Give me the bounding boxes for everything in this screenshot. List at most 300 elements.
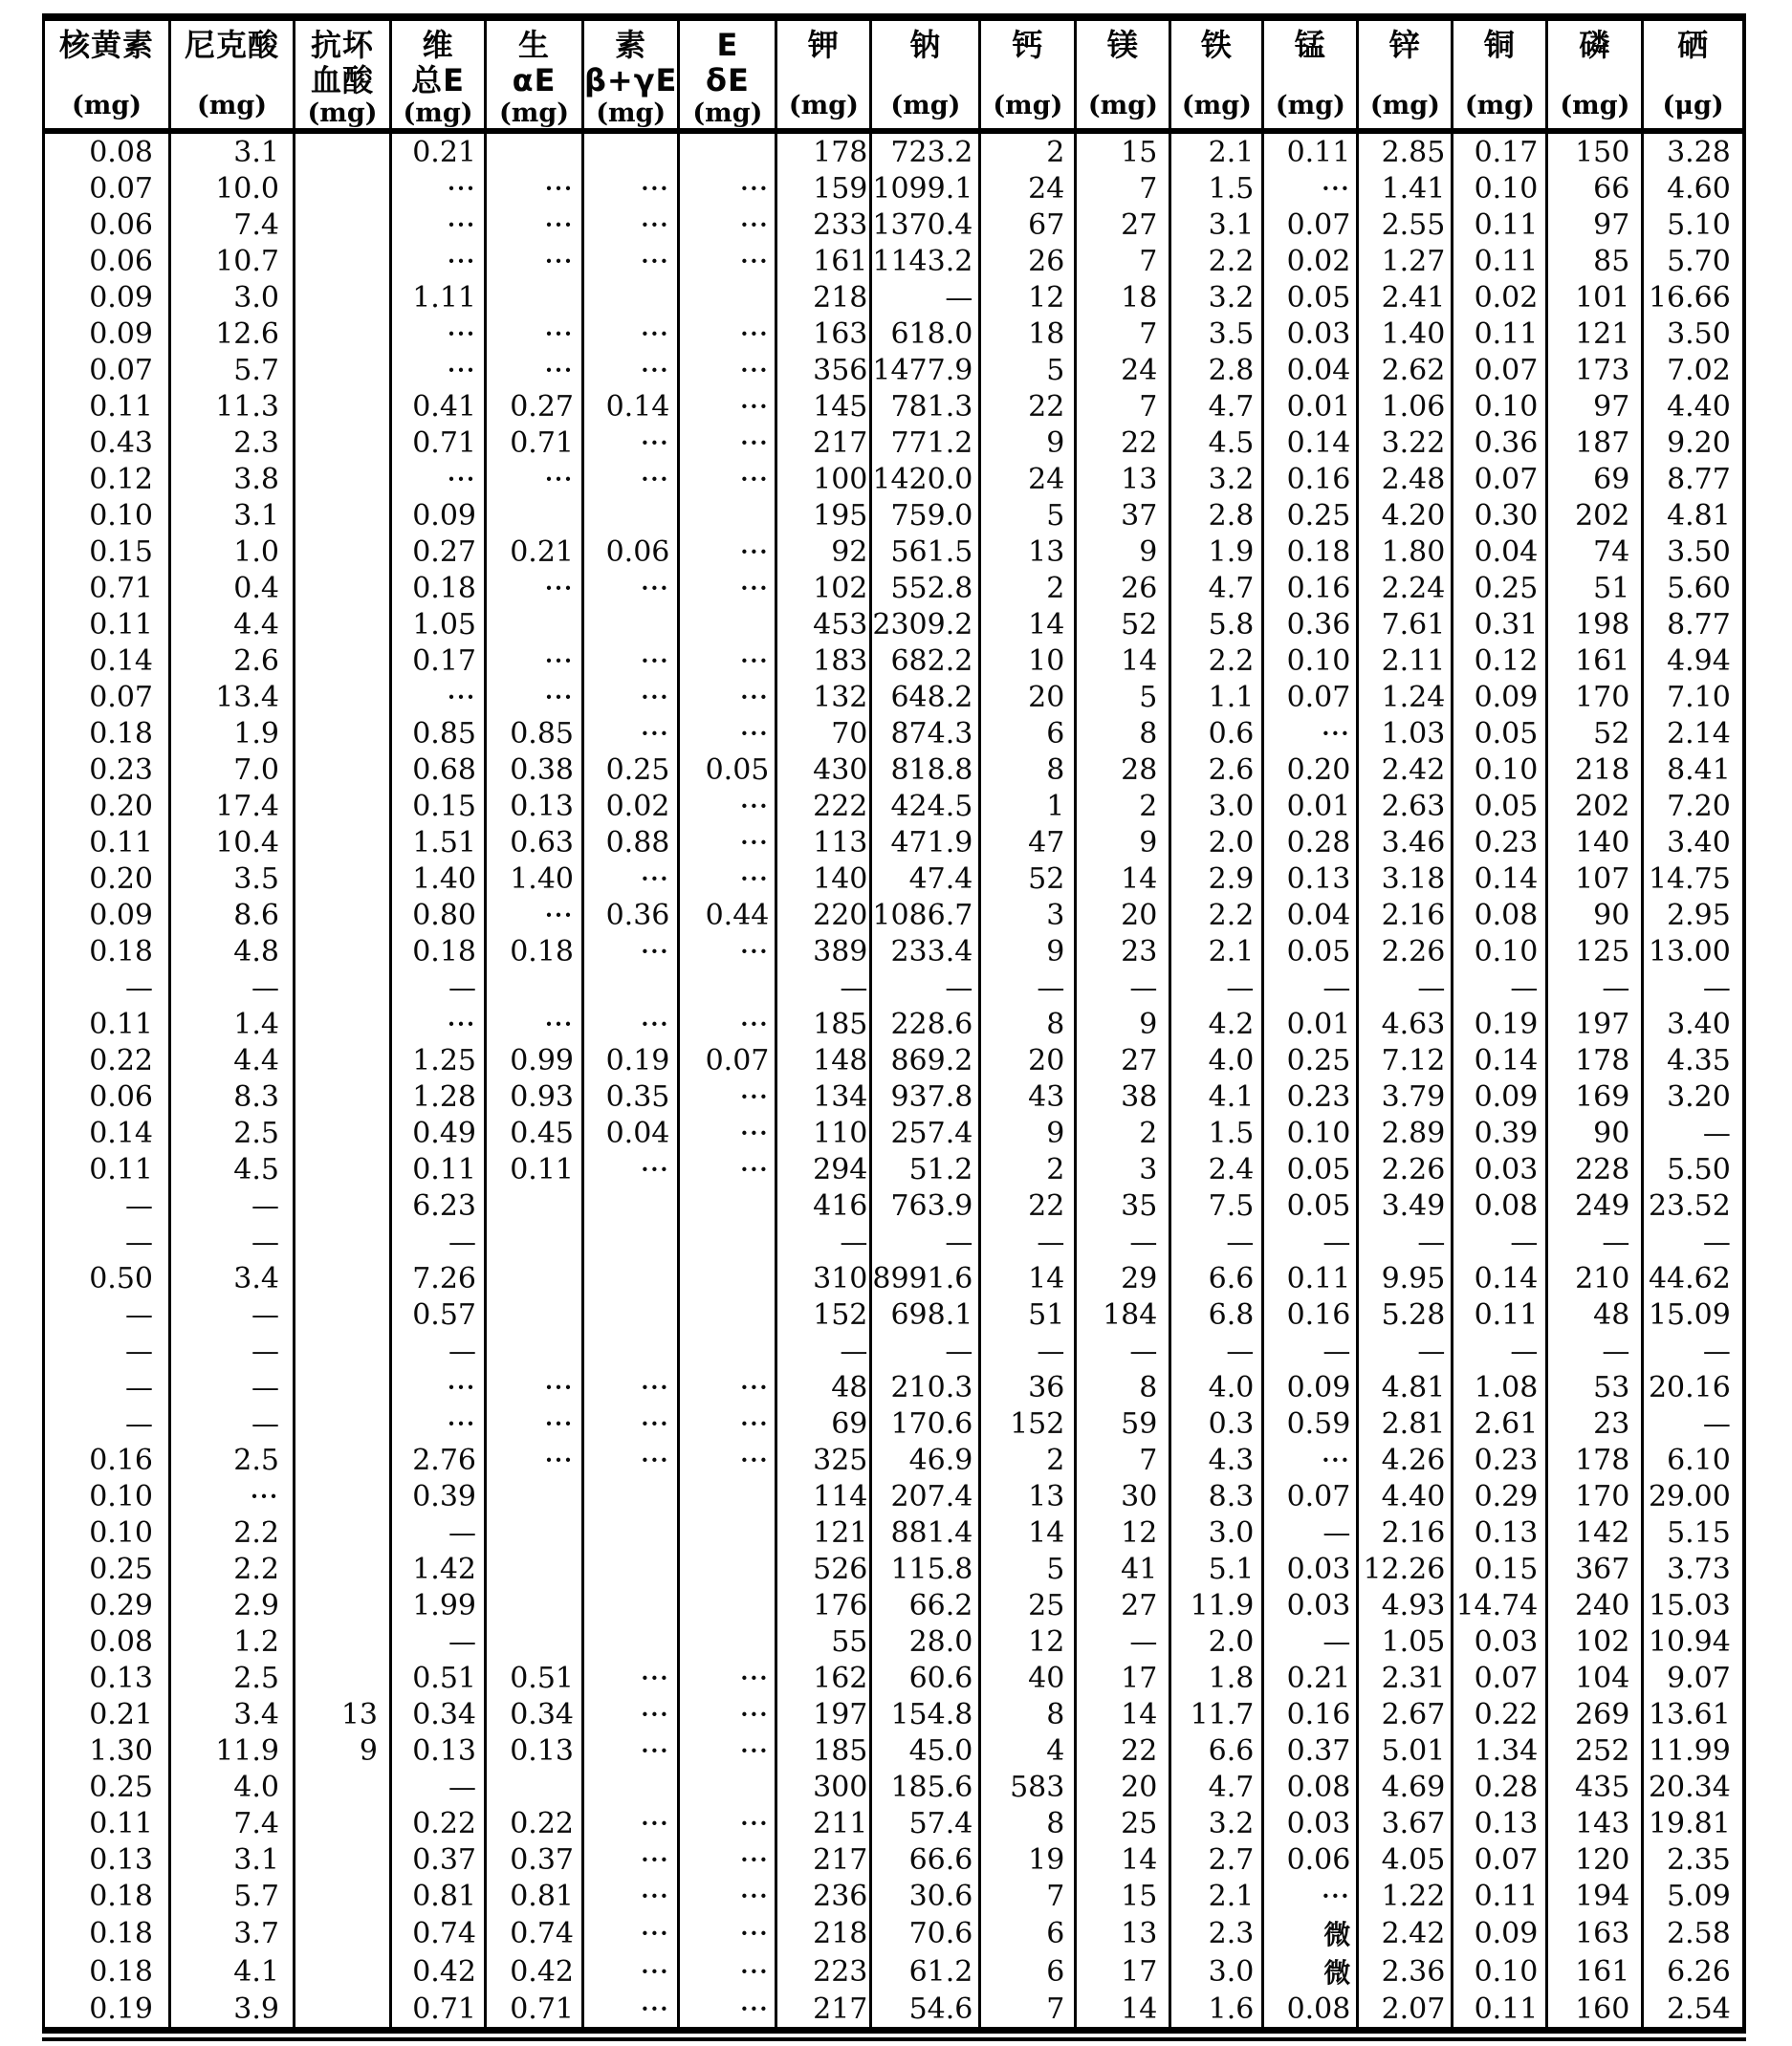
table-row: [44, 1224, 1744, 1260]
cell-potassium: 100: [776, 461, 871, 497]
cell-vitamin-e-alpha: 0.11: [486, 1151, 583, 1187]
cell-vitamin-e-total: 7.26: [391, 1260, 486, 1296]
cell-magnesium: 13: [1076, 1914, 1170, 1952]
cell-potassium: 222: [776, 788, 871, 824]
cell-zinc: 4.40: [1358, 1478, 1453, 1514]
cell-potassium: —: [776, 1224, 871, 1260]
cell-niacin: 1.4: [170, 1006, 295, 1042]
cell-niacin: 12.6: [170, 316, 295, 352]
cell-vitamin-e-total: 0.27: [391, 533, 486, 570]
cell-calcium: 6: [980, 1914, 1076, 1952]
table-header: [44, 17, 1744, 131]
cell-sodium: 61.2: [871, 1952, 980, 1991]
nutrition-table: [42, 13, 1746, 2034]
col-unit-sodium: (mg): [890, 91, 961, 120]
cell-iron: 1.5: [1170, 170, 1263, 207]
cell-riboflavin: 0.13: [44, 1660, 170, 1696]
cell-manganese: 微: [1263, 1952, 1358, 1991]
cell-selenium: 2.95: [1643, 897, 1744, 933]
table-row: [44, 1514, 1744, 1551]
cell-vitamin-e-beta-gamma: 0.02: [583, 788, 679, 824]
cell-potassium: 416: [776, 1187, 871, 1224]
cell-potassium: 223: [776, 1952, 871, 1991]
cell-magnesium: 184: [1076, 1296, 1170, 1333]
cell-vitamin-e-total: 0.71: [391, 1991, 486, 2031]
cell-sodium: 46.9: [871, 1442, 980, 1478]
cell-ascorbic-acid: [295, 642, 391, 679]
col-label-zinc: 锌: [1388, 27, 1421, 63]
cell-sodium: 1477.9: [871, 352, 980, 388]
cell-magnesium: 24: [1076, 352, 1170, 388]
cell-calcium: 52: [980, 860, 1076, 897]
cell-vitamin-e-delta: ···: [679, 860, 776, 897]
cell-copper: 0.19: [1453, 1006, 1547, 1042]
cell-riboflavin: 0.09: [44, 279, 170, 316]
cell-copper: 0.09: [1453, 679, 1547, 715]
cell-vitamin-e-alpha: 0.13: [486, 788, 583, 824]
cell-sodium: 115.8: [871, 1551, 980, 1587]
cell-vitamin-e-total: 0.17: [391, 642, 486, 679]
cell-iron: 2.2: [1170, 642, 1263, 679]
col-header-zinc: [1358, 17, 1453, 131]
cell-potassium: 430: [776, 751, 871, 788]
cell-ascorbic-acid: [295, 969, 391, 1006]
col-label-ascorbic-acid: 抗坏 血酸: [310, 27, 374, 98]
cell-calcium: 36: [980, 1369, 1076, 1405]
cell-riboflavin: 0.07: [44, 170, 170, 207]
cell-zinc: 3.18: [1358, 860, 1453, 897]
cell-potassium: —: [776, 969, 871, 1006]
cell-selenium: 13.61: [1643, 1696, 1744, 1732]
cell-zinc: 4.81: [1358, 1369, 1453, 1405]
col-unit-magnesium: (mg): [1087, 91, 1158, 120]
cell-selenium: 5.15: [1643, 1514, 1744, 1551]
cell-riboflavin: 0.09: [44, 316, 170, 352]
cell-vitamin-e-beta-gamma: ···: [583, 1914, 679, 1952]
cell-selenium: 9.07: [1643, 1660, 1744, 1696]
cell-magnesium: —: [1076, 1623, 1170, 1660]
cell-copper: 0.36: [1453, 424, 1547, 461]
cell-vitamin-e-delta: [679, 1260, 776, 1296]
cell-zinc: 2.63: [1358, 788, 1453, 824]
cell-copper: 1.34: [1453, 1732, 1547, 1769]
cell-phosphorus: 169: [1547, 1078, 1643, 1115]
cell-iron: 4.7: [1170, 1769, 1263, 1805]
cell-iron: 4.2: [1170, 1006, 1263, 1042]
cell-selenium: 7.10: [1643, 679, 1744, 715]
col-header-vitamin-e-alpha: [486, 17, 583, 131]
cell-vitamin-e-beta-gamma: [583, 1623, 679, 1660]
cell-ascorbic-acid: [295, 1405, 391, 1442]
cell-manganese: 0.04: [1263, 352, 1358, 388]
cell-copper: 0.03: [1453, 1623, 1547, 1660]
cell-sodium: 763.9: [871, 1187, 980, 1224]
cell-riboflavin: 0.18: [44, 933, 170, 969]
cell-zinc: 3.46: [1358, 824, 1453, 860]
cell-vitamin-e-alpha: 0.18: [486, 933, 583, 969]
cell-vitamin-e-delta: ···: [679, 933, 776, 969]
table-row: [44, 715, 1744, 751]
col-unit-calcium: (mg): [993, 91, 1063, 120]
cell-calcium: 152: [980, 1405, 1076, 1442]
cell-vitamin-e-total: ···: [391, 243, 486, 279]
cell-iron: 3.0: [1170, 1514, 1263, 1551]
cell-vitamin-e-alpha: 0.71: [486, 424, 583, 461]
cell-calcium: 3: [980, 897, 1076, 933]
cell-vitamin-e-alpha: 0.42: [486, 1952, 583, 1991]
cell-zinc: 1.03: [1358, 715, 1453, 751]
cell-ascorbic-acid: [295, 131, 391, 170]
col-label-phosphorus: 磷: [1579, 27, 1611, 63]
cell-vitamin-e-delta: ···: [679, 1914, 776, 1952]
table-row: [44, 679, 1744, 715]
cell-vitamin-e-beta-gamma: ···: [583, 1841, 679, 1878]
cell-sodium: —: [871, 1333, 980, 1369]
cell-iron: 4.0: [1170, 1042, 1263, 1078]
table-row: [44, 969, 1744, 1006]
cell-niacin: 2.9: [170, 1587, 295, 1623]
col-unit-vitamin-e-delta: (mg): [692, 98, 763, 128]
cell-vitamin-e-alpha: [486, 1333, 583, 1369]
cell-phosphorus: 170: [1547, 679, 1643, 715]
cell-potassium: 159: [776, 170, 871, 207]
cell-iron: 2.2: [1170, 243, 1263, 279]
cell-vitamin-e-total: 1.40: [391, 860, 486, 897]
cell-ascorbic-acid: [295, 897, 391, 933]
cell-magnesium: 22: [1076, 424, 1170, 461]
col-label-manganese: 锰: [1294, 27, 1326, 63]
cell-calcium: 2: [980, 1151, 1076, 1187]
cell-selenium: 4.94: [1643, 642, 1744, 679]
cell-sodium: 818.8: [871, 751, 980, 788]
cell-calcium: 19: [980, 1841, 1076, 1878]
cell-phosphorus: 101: [1547, 279, 1643, 316]
cell-vitamin-e-alpha: ···: [486, 1006, 583, 1042]
cell-manganese: 0.01: [1263, 788, 1358, 824]
table-row: [44, 1805, 1744, 1841]
cell-phosphorus: 218: [1547, 751, 1643, 788]
cell-copper: 0.09: [1453, 1078, 1547, 1115]
cell-vitamin-e-alpha: [486, 131, 583, 170]
cell-vitamin-e-delta: ···: [679, 1006, 776, 1042]
cell-sodium: 1099.1: [871, 170, 980, 207]
cell-zinc: 2.26: [1358, 933, 1453, 969]
cell-copper: 0.29: [1453, 1478, 1547, 1514]
table-row: [44, 1914, 1744, 1952]
cell-vitamin-e-beta-gamma: [583, 1333, 679, 1369]
cell-vitamin-e-beta-gamma: [583, 1224, 679, 1260]
cell-ascorbic-acid: [295, 316, 391, 352]
cell-niacin: 2.5: [170, 1660, 295, 1696]
cell-niacin: 11.9: [170, 1732, 295, 1769]
cell-manganese: ···: [1263, 170, 1358, 207]
cell-niacin: 10.0: [170, 170, 295, 207]
cell-riboflavin: —: [44, 969, 170, 1006]
table-bottom-rule: [42, 2037, 1746, 2041]
table-row: [44, 1115, 1744, 1151]
cell-calcium: 2: [980, 570, 1076, 606]
cell-manganese: —: [1263, 1333, 1358, 1369]
cell-ascorbic-acid: [295, 497, 391, 533]
col-header-potassium: [776, 17, 871, 131]
cell-calcium: 8: [980, 1006, 1076, 1042]
cell-zinc: 2.16: [1358, 1514, 1453, 1551]
cell-sodium: 51.2: [871, 1151, 980, 1187]
cell-magnesium: 13: [1076, 461, 1170, 497]
cell-ascorbic-acid: [295, 388, 391, 424]
cell-manganese: 0.13: [1263, 860, 1358, 897]
cell-calcium: 8: [980, 1696, 1076, 1732]
cell-iron: 1.9: [1170, 533, 1263, 570]
cell-magnesium: 17: [1076, 1660, 1170, 1696]
cell-niacin: 2.5: [170, 1115, 295, 1151]
cell-vitamin-e-total: 0.34: [391, 1696, 486, 1732]
col-label-iron: 铁: [1200, 27, 1233, 63]
cell-sodium: 698.1: [871, 1296, 980, 1333]
cell-vitamin-e-total: 0.51: [391, 1660, 486, 1696]
cell-vitamin-e-alpha: 0.99: [486, 1042, 583, 1078]
cell-vitamin-e-total: 0.49: [391, 1115, 486, 1151]
cell-ascorbic-acid: [295, 1805, 391, 1841]
cell-vitamin-e-total: —: [391, 1769, 486, 1805]
cell-zinc: 2.31: [1358, 1660, 1453, 1696]
table-row: [44, 788, 1744, 824]
cell-vitamin-e-beta-gamma: 0.36: [583, 897, 679, 933]
cell-zinc: 4.69: [1358, 1769, 1453, 1805]
cell-ascorbic-acid: [295, 570, 391, 606]
cell-niacin: 13.4: [170, 679, 295, 715]
cell-potassium: 185: [776, 1732, 871, 1769]
cell-manganese: 0.25: [1263, 497, 1358, 533]
table-row: [44, 424, 1744, 461]
table-row: [44, 1991, 1744, 2031]
table-row: [44, 207, 1744, 243]
cell-ascorbic-acid: [295, 1841, 391, 1878]
cell-sodium: 552.8: [871, 570, 980, 606]
cell-vitamin-e-beta-gamma: ···: [583, 1952, 679, 1991]
cell-vitamin-e-alpha: 0.71: [486, 1991, 583, 2031]
cell-riboflavin: 0.20: [44, 860, 170, 897]
cell-potassium: 92: [776, 533, 871, 570]
cell-sodium: 1370.4: [871, 207, 980, 243]
cell-vitamin-e-delta: ···: [679, 1991, 776, 2031]
cell-niacin: 3.0: [170, 279, 295, 316]
cell-zinc: 2.85: [1358, 131, 1453, 170]
cell-niacin: 7.0: [170, 751, 295, 788]
cell-manganese: 0.01: [1263, 1006, 1358, 1042]
cell-calcium: 14: [980, 1260, 1076, 1296]
cell-magnesium: —: [1076, 1224, 1170, 1260]
cell-phosphorus: 178: [1547, 1442, 1643, 1478]
cell-magnesium: 9: [1076, 533, 1170, 570]
cell-zinc: 1.40: [1358, 316, 1453, 352]
col-header-vitamin-e-beta-gamma: [583, 17, 679, 131]
cell-sodium: 2309.2: [871, 606, 980, 642]
cell-niacin: 3.1: [170, 497, 295, 533]
cell-riboflavin: 0.23: [44, 751, 170, 788]
cell-ascorbic-acid: [295, 679, 391, 715]
cell-niacin: 8.6: [170, 897, 295, 933]
cell-iron: 2.1: [1170, 1878, 1263, 1914]
cell-selenium: 7.20: [1643, 788, 1744, 824]
cell-magnesium: 27: [1076, 207, 1170, 243]
cell-vitamin-e-total: 0.37: [391, 1841, 486, 1878]
cell-vitamin-e-beta-gamma: ···: [583, 170, 679, 207]
cell-riboflavin: 0.18: [44, 1952, 170, 1991]
cell-ascorbic-acid: [295, 279, 391, 316]
col-header-iron: [1170, 17, 1263, 131]
cell-ascorbic-acid: [295, 1151, 391, 1187]
col-unit-potassium: (mg): [788, 91, 859, 120]
cell-manganese: 0.07: [1263, 207, 1358, 243]
cell-sodium: 54.6: [871, 1991, 980, 2031]
cell-sodium: 874.3: [871, 715, 980, 751]
cell-vitamin-e-total: 0.71: [391, 424, 486, 461]
cell-magnesium: 25: [1076, 1805, 1170, 1841]
cell-selenium: 8.77: [1643, 606, 1744, 642]
cell-zinc: 2.11: [1358, 642, 1453, 679]
cell-sodium: 723.2: [871, 131, 980, 170]
cell-vitamin-e-total: 2.76: [391, 1442, 486, 1478]
cell-vitamin-e-delta: ···: [679, 316, 776, 352]
cell-niacin: 3.1: [170, 1841, 295, 1878]
cell-magnesium: 15: [1076, 131, 1170, 170]
cell-vitamin-e-delta: ···: [679, 642, 776, 679]
cell-vitamin-e-alpha: [486, 1187, 583, 1224]
cell-iron: 1.8: [1170, 1660, 1263, 1696]
cell-riboflavin: 0.09: [44, 897, 170, 933]
table-body: [44, 131, 1744, 2031]
cell-vitamin-e-beta-gamma: 0.25: [583, 751, 679, 788]
cell-potassium: 48: [776, 1369, 871, 1405]
cell-calcium: 10: [980, 642, 1076, 679]
cell-potassium: 526: [776, 1551, 871, 1587]
cell-riboflavin: —: [44, 1405, 170, 1442]
cell-phosphorus: 367: [1547, 1551, 1643, 1587]
cell-vitamin-e-alpha: ···: [486, 352, 583, 388]
cell-riboflavin: 0.08: [44, 131, 170, 170]
cell-copper: —: [1453, 969, 1547, 1006]
cell-copper: 0.05: [1453, 788, 1547, 824]
cell-niacin: 3.1: [170, 131, 295, 170]
table-row: [44, 1732, 1744, 1769]
cell-manganese: 0.05: [1263, 1187, 1358, 1224]
col-unit-selenium: (μg): [1662, 91, 1724, 120]
cell-calcium: 25: [980, 1587, 1076, 1623]
cell-niacin: 1.0: [170, 533, 295, 570]
cell-potassium: 217: [776, 1991, 871, 2031]
cell-vitamin-e-delta: ···: [679, 1805, 776, 1841]
cell-phosphorus: —: [1547, 1224, 1643, 1260]
cell-niacin: 4.4: [170, 606, 295, 642]
cell-vitamin-e-alpha: ···: [486, 642, 583, 679]
table-row: [44, 1878, 1744, 1914]
cell-potassium: 218: [776, 1914, 871, 1952]
cell-phosphorus: 160: [1547, 1991, 1643, 2031]
cell-vitamin-e-delta: [679, 1551, 776, 1587]
cell-potassium: 178: [776, 131, 871, 170]
cell-manganese: 0.05: [1263, 1151, 1358, 1187]
cell-calcium: 583: [980, 1769, 1076, 1805]
cell-niacin: 10.7: [170, 243, 295, 279]
col-header-calcium: [980, 17, 1076, 131]
cell-vitamin-e-alpha: [486, 1514, 583, 1551]
cell-magnesium: 18: [1076, 279, 1170, 316]
cell-zinc: 2.62: [1358, 352, 1453, 388]
cell-magnesium: —: [1076, 1333, 1170, 1369]
cell-manganese: 0.11: [1263, 131, 1358, 170]
cell-ascorbic-acid: [295, 1914, 391, 1952]
cell-riboflavin: 0.19: [44, 1991, 170, 2031]
cell-riboflavin: 0.12: [44, 461, 170, 497]
cell-riboflavin: 0.11: [44, 388, 170, 424]
cell-vitamin-e-total: ···: [391, 461, 486, 497]
cell-riboflavin: 0.21: [44, 1696, 170, 1732]
cell-selenium: 44.62: [1643, 1260, 1744, 1296]
cell-ascorbic-acid: [295, 715, 391, 751]
cell-sodium: 170.6: [871, 1405, 980, 1442]
cell-manganese: 0.16: [1263, 570, 1358, 606]
cell-vitamin-e-alpha: 1.40: [486, 860, 583, 897]
cell-iron: 3.5: [1170, 316, 1263, 352]
cell-zinc: 5.01: [1358, 1732, 1453, 1769]
cell-copper: 0.25: [1453, 570, 1547, 606]
cell-copper: 0.23: [1453, 824, 1547, 860]
cell-copper: 0.39: [1453, 1115, 1547, 1151]
cell-sodium: 881.4: [871, 1514, 980, 1551]
cell-calcium: 26: [980, 243, 1076, 279]
cell-ascorbic-acid: [295, 788, 391, 824]
cell-ascorbic-acid: [295, 1514, 391, 1551]
cell-phosphorus: 125: [1547, 933, 1643, 969]
cell-calcium: 67: [980, 207, 1076, 243]
cell-zinc: 4.63: [1358, 1006, 1453, 1042]
table-row: [44, 1442, 1744, 1478]
cell-zinc: 2.42: [1358, 751, 1453, 788]
cell-potassium: 55: [776, 1623, 871, 1660]
cell-selenium: 5.10: [1643, 207, 1744, 243]
cell-ascorbic-acid: [295, 1115, 391, 1151]
cell-selenium: —: [1643, 1333, 1744, 1369]
cell-riboflavin: 0.25: [44, 1551, 170, 1587]
cell-vitamin-e-alpha: [486, 1260, 583, 1296]
table-row: [44, 388, 1744, 424]
cell-copper: 0.10: [1453, 751, 1547, 788]
cell-selenium: 11.99: [1643, 1732, 1744, 1769]
cell-ascorbic-acid: [295, 170, 391, 207]
cell-copper: 0.07: [1453, 1841, 1547, 1878]
cell-selenium: 3.40: [1643, 1006, 1744, 1042]
cell-vitamin-e-beta-gamma: ···: [583, 933, 679, 969]
cell-vitamin-e-beta-gamma: 0.35: [583, 1078, 679, 1115]
cell-niacin: 2.5: [170, 1442, 295, 1478]
cell-zinc: 4.20: [1358, 497, 1453, 533]
cell-niacin: 17.4: [170, 788, 295, 824]
cell-potassium: 132: [776, 679, 871, 715]
cell-ascorbic-acid: [295, 1551, 391, 1587]
cell-vitamin-e-beta-gamma: [583, 279, 679, 316]
cell-copper: 0.07: [1453, 461, 1547, 497]
cell-sodium: 30.6: [871, 1878, 980, 1914]
cell-vitamin-e-alpha: [486, 1478, 583, 1514]
cell-manganese: 0.16: [1263, 461, 1358, 497]
cell-zinc: 9.95: [1358, 1260, 1453, 1296]
cell-niacin: 3.4: [170, 1260, 295, 1296]
cell-manganese: —: [1263, 1623, 1358, 1660]
cell-selenium: 6.10: [1643, 1442, 1744, 1478]
cell-manganese: ···: [1263, 1878, 1358, 1914]
cell-vitamin-e-beta-gamma: [583, 1551, 679, 1587]
